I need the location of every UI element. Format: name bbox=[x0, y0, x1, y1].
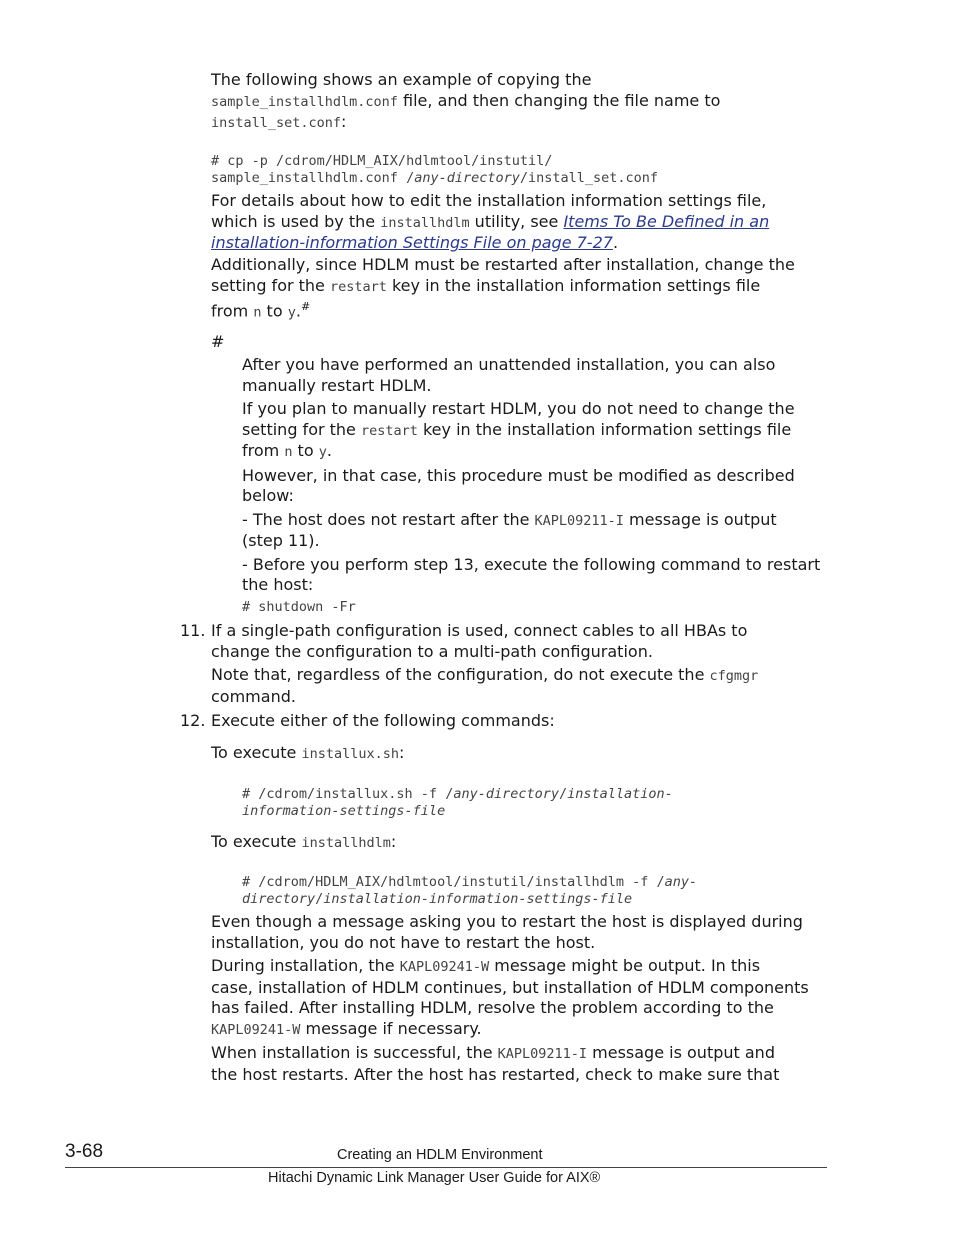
paragraph bbox=[211, 1043, 831, 1085]
code-variable: any-directory bbox=[414, 170, 520, 186]
text-line: case, installation of HDLM continues, but installation of HDLM components bbox=[211, 977, 809, 997]
paragraph: Even though a message asking you to restart the host is displayed during installation, you do not have to restart the host. bbox=[211, 912, 803, 952]
paragraph-restart bbox=[211, 255, 831, 323]
code-variable: installation- bbox=[567, 786, 673, 802]
note-paragraph: After you have performed an unattended installation, you can also manually restart HDLM. bbox=[242, 355, 776, 395]
message-id: KAPL09211-I bbox=[497, 1046, 588, 1062]
inline-code: installhdlm bbox=[380, 214, 470, 231]
step-12-paragraphs bbox=[211, 912, 831, 1085]
text: message might be output. In this bbox=[489, 956, 761, 975]
note-paragraph bbox=[242, 510, 827, 552]
step-11-body bbox=[211, 621, 811, 707]
text: key in the installation information settings file bbox=[417, 419, 792, 439]
code-text: sample_installhdlm.conf / bbox=[211, 170, 415, 186]
text: which is used by the bbox=[211, 211, 381, 231]
text: : bbox=[399, 743, 405, 762]
text-line: If you plan to manually restart HDLM, you do not need to change the bbox=[242, 399, 795, 418]
code-text: # /cdrom/HDLM_AIX/hdlmtool/instutil/installhdlm -f / bbox=[242, 874, 665, 890]
text: message is output bbox=[623, 509, 777, 529]
page-number: 3-68 bbox=[65, 1141, 104, 1162]
note-paragraph: - Before you perform step 13, execute the following command to restart the host: bbox=[242, 554, 821, 594]
inline-code: restart bbox=[360, 422, 418, 439]
text-line bbox=[211, 233, 831, 254]
text: - The host does not restart after the bbox=[242, 509, 535, 529]
text: To execute bbox=[211, 832, 302, 851]
code-block-installux bbox=[242, 786, 673, 820]
text-line: (step 11). bbox=[242, 531, 320, 550]
message-id: KAPL09211-I bbox=[534, 512, 624, 529]
step-note bbox=[211, 665, 811, 687]
code-line: # cp -p /cdrom/HDLM_AIX/hdlmtool/instutil/ bbox=[211, 153, 553, 169]
code-variable: any- bbox=[664, 874, 698, 890]
text: message if necessary. bbox=[300, 1018, 482, 1038]
text: To execute bbox=[211, 743, 302, 762]
text: : bbox=[341, 112, 347, 131]
text-line bbox=[242, 420, 827, 442]
code-line bbox=[242, 891, 697, 908]
text: file, and then changing the file name to bbox=[397, 90, 721, 110]
chapter-title: Creating an HDLM Environment bbox=[337, 1147, 543, 1163]
inline-code: install_set.conf bbox=[211, 115, 342, 131]
paragraph bbox=[211, 956, 831, 1040]
text-line: command. bbox=[211, 686, 296, 706]
message-id: KAPL09241-W bbox=[211, 1021, 301, 1038]
inline-code: sample_installhdlm.conf bbox=[211, 93, 398, 110]
text-line bbox=[211, 70, 831, 91]
note-marker: # bbox=[211, 332, 225, 351]
inline-code: y bbox=[318, 444, 327, 460]
text: During installation, the bbox=[211, 956, 400, 975]
text-line bbox=[211, 956, 831, 978]
text: Note that, regardless of the configuration, do not execute the bbox=[211, 665, 710, 684]
code-text: / bbox=[559, 786, 568, 802]
code-variable: information-settings-file bbox=[242, 803, 446, 819]
step-text: Execute either of the following commands: bbox=[211, 711, 555, 730]
text-line bbox=[211, 297, 831, 323]
text-line: has failed. After installing HDLM, resolve the problem according to the bbox=[211, 998, 774, 1017]
inline-code: restart bbox=[329, 278, 387, 295]
code-variable: directory bbox=[242, 891, 316, 907]
inline-code: cfgmgr bbox=[709, 668, 759, 684]
text: to bbox=[292, 441, 319, 460]
code-block-installhdlm bbox=[242, 874, 697, 908]
text: . bbox=[612, 233, 619, 252]
text-line bbox=[211, 1019, 831, 1041]
code-variable: installation-information-settings-file bbox=[323, 891, 633, 907]
text-line: For details about how to edit the installation information settings file, bbox=[211, 191, 767, 210]
message-id: KAPL09241-W bbox=[399, 959, 490, 975]
text: . bbox=[295, 301, 301, 321]
text-line bbox=[211, 91, 831, 113]
text: When installation is successful, the bbox=[211, 1043, 498, 1062]
text-line: the host restarts. After the host has restarted, check to make sure that bbox=[211, 1064, 780, 1084]
step-number: 12. bbox=[180, 711, 206, 730]
text: message is output and bbox=[587, 1043, 775, 1062]
text: The following shows an example of copying the bbox=[211, 70, 592, 89]
text: utility, see bbox=[469, 211, 564, 231]
cross-reference-link[interactable]: installation-information Settings File on page 7-27 bbox=[211, 233, 613, 252]
inline-code: n bbox=[284, 444, 293, 460]
note-paragraph bbox=[242, 399, 827, 463]
step-text: If a single-path configuration is used, connect cables to all HBAs to change the configuration to a multi-path configuration. bbox=[211, 621, 748, 661]
code-variable: any-directory bbox=[453, 786, 559, 802]
inline-code: n bbox=[253, 304, 262, 321]
code-line bbox=[211, 170, 658, 187]
text-line bbox=[242, 441, 827, 463]
code-text: / bbox=[315, 891, 324, 907]
text: setting for the bbox=[242, 419, 361, 439]
text-line bbox=[211, 112, 831, 134]
note-body bbox=[242, 355, 827, 616]
code-text: # /cdrom/installux.sh -f / bbox=[242, 786, 454, 802]
text: . bbox=[326, 441, 332, 460]
step-number: 11. bbox=[180, 621, 206, 640]
paragraph-copy-example bbox=[211, 70, 831, 134]
cross-reference-link[interactable]: Items To Be Defined in an bbox=[563, 211, 770, 231]
code-line bbox=[242, 874, 697, 891]
inline-code: y bbox=[287, 304, 296, 321]
text: to bbox=[261, 301, 288, 321]
text: from bbox=[242, 441, 285, 460]
exec-label-installux bbox=[211, 743, 404, 765]
text-line bbox=[211, 276, 831, 298]
guide-title: Hitachi Dynamic Link Manager User Guide for AIX® bbox=[268, 1170, 601, 1186]
code-block-cp bbox=[211, 153, 658, 187]
paragraph-details bbox=[211, 191, 831, 254]
footnote-marker: # bbox=[300, 300, 311, 313]
exec-label-installhdlm bbox=[211, 832, 396, 854]
code-line bbox=[242, 786, 673, 803]
text-line: Additionally, since HDLM must be restarted after installation, change the bbox=[211, 255, 795, 274]
text: setting for the bbox=[211, 275, 330, 295]
text-line bbox=[211, 212, 831, 234]
inline-code: installux.sh bbox=[301, 746, 399, 762]
footer-rule bbox=[65, 1167, 827, 1168]
inline-code: installhdlm bbox=[301, 835, 391, 851]
text: : bbox=[390, 832, 397, 851]
code-text: /install_set.conf bbox=[519, 170, 659, 186]
text: key in the installation information settings file bbox=[386, 275, 761, 295]
note-paragraph: However, in that case, this procedure must be modified as described below: bbox=[242, 465, 795, 505]
text: from bbox=[211, 301, 254, 321]
code-shutdown: # shutdown -Fr bbox=[242, 598, 356, 615]
text-line bbox=[242, 510, 827, 532]
text-line bbox=[211, 1043, 831, 1065]
